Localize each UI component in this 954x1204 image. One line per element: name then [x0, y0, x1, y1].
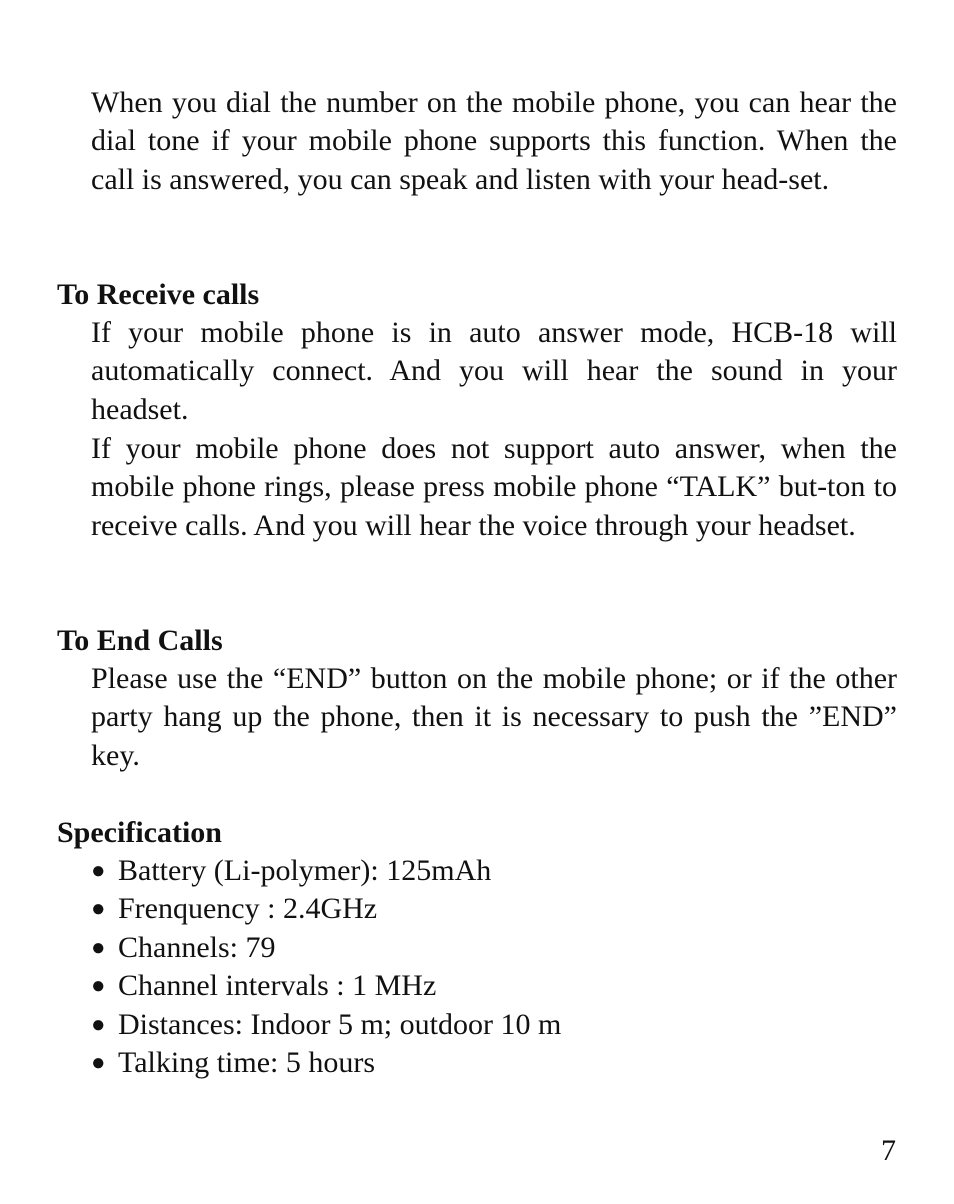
spec-item-text: Channel intervals : 1 MHz	[118, 969, 437, 1003]
end-calls-heading: To End Calls	[57, 624, 223, 657]
bullet-icon: ●	[91, 934, 106, 961]
spec-item-frequency	[91, 890, 561, 928]
specification-list	[91, 852, 561, 1082]
page-number: 7	[881, 1134, 896, 1167]
spec-item-battery	[91, 852, 561, 890]
spec-item-text: Channels: 79	[118, 930, 276, 964]
spec-item-text: Battery (Li-polymer): 125mAh	[118, 854, 492, 887]
specification-heading: Specification	[57, 816, 222, 849]
spec-item-text: Talking time: 5 hours	[118, 1046, 376, 1080]
spec-item-text: Frenquency : 2.4GHz	[118, 892, 378, 926]
spec-item-text: Distances: Indoor 5 m; outdoor 10 m	[118, 1007, 562, 1041]
receive-calls-paragraph-manual: If your mobile phone does not support auto answer, when the mobile phone rings, please press mobile phone “TALK” but-ton to receive calls. And you will hear the voice through your headset.	[91, 432, 897, 542]
bullet-icon: ●	[91, 973, 106, 1000]
receive-calls-paragraph-auto-answer: If your mobile phone is in auto answer mode, HCB-18 will automatically connect. And you will hear the sound in your headset.	[91, 316, 897, 426]
bullet-icon: ●	[91, 1050, 106, 1077]
bullet-icon: ●	[91, 896, 106, 923]
bullet-icon: ●	[91, 858, 106, 884]
intro-paragraph: When you dial the number on the mobile phone, you can hear the dial tone if your mobile phone supports this function. When the call is answered, you can speak and listen with your head-set.	[91, 86, 897, 196]
spec-item-channel-intervals	[91, 967, 561, 1005]
spec-item-channels	[91, 929, 561, 967]
receive-calls-heading: To Receive calls	[57, 278, 260, 311]
spec-item-distances	[91, 1006, 561, 1044]
end-calls-paragraph: Please use the “END” button on the mobile phone; or if the other party hang up the phone, then it is necessary to push the ”END” key.	[91, 662, 897, 772]
spec-item-talking-time	[91, 1044, 561, 1082]
bullet-icon: ●	[91, 1011, 106, 1038]
